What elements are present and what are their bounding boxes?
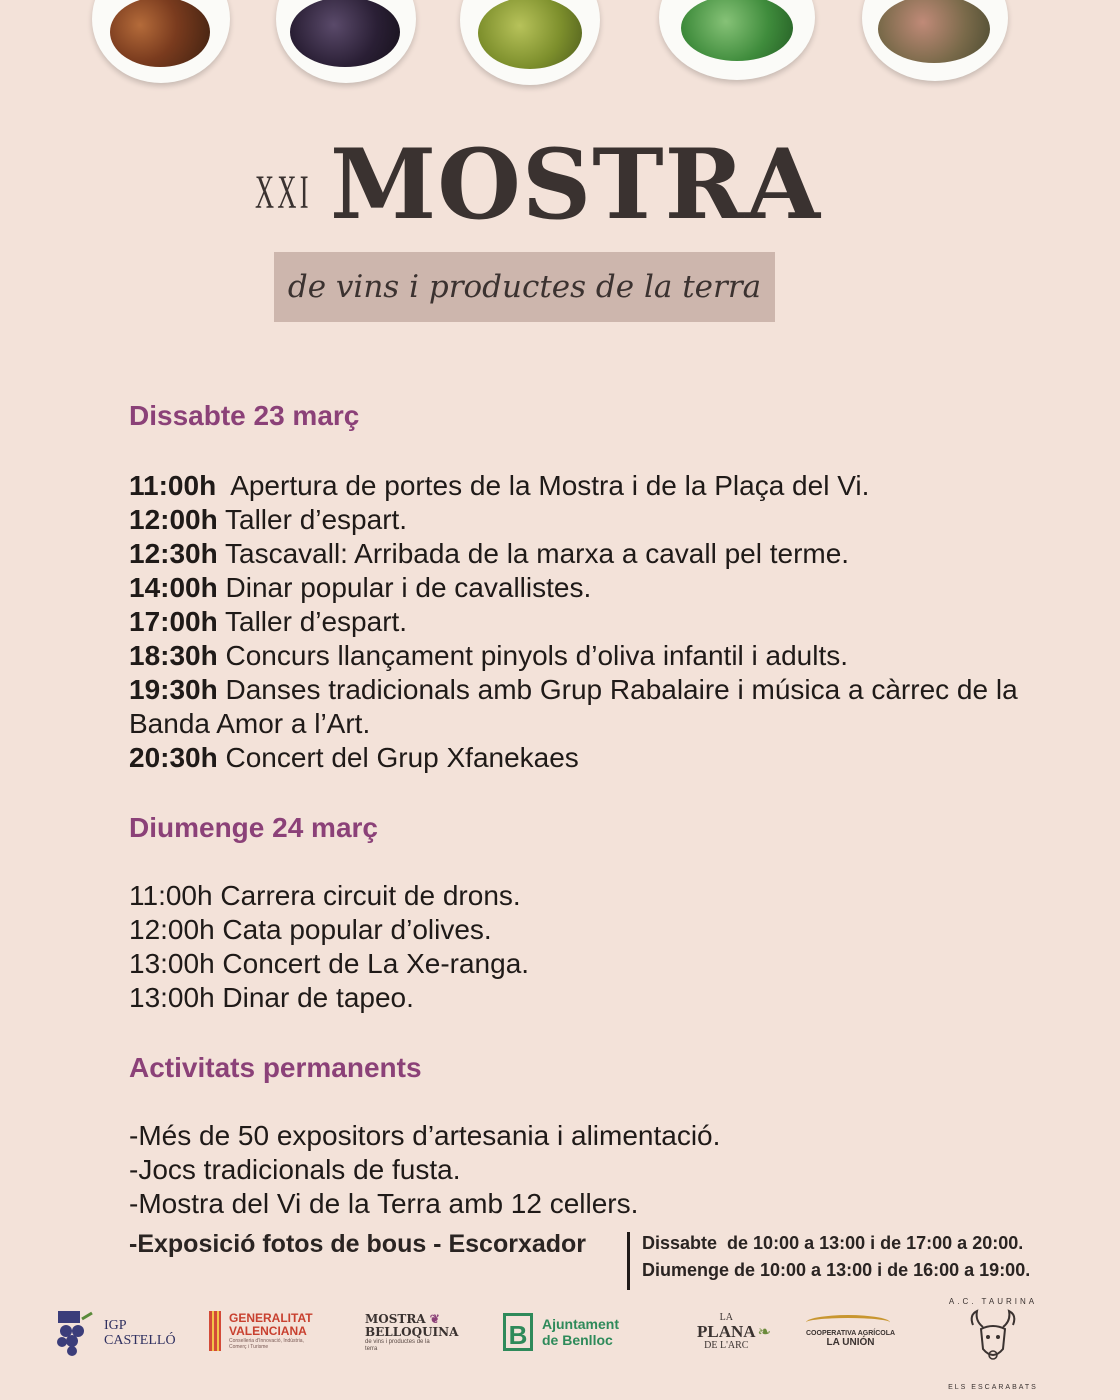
divider: [627, 1232, 630, 1290]
schedule-item: 13:00h Dinar de tapeo.: [129, 982, 414, 1013]
sunday-heading: Diumenge 24 març: [129, 812, 378, 843]
sunday-schedule: [129, 879, 529, 1015]
grape-icon: ❦: [425, 1312, 440, 1326]
schedule-item: 13:00h Concert de La Xe-ranga.: [129, 948, 530, 979]
olive-plate-black: [276, 0, 416, 83]
schedule-item: 14:00h Dinar popular i de cavallistes.: [129, 572, 592, 603]
event-title: [250, 128, 821, 241]
schedule-item: 18:30h Concurs llançament pinyols d’oliva infantil i adults.: [129, 640, 849, 671]
bull-head-icon: [945, 1297, 1041, 1393]
schedule-item: 20:30h Concert del Grup Xfanekaes: [129, 742, 579, 773]
olive-plate-green: [659, 0, 815, 80]
grape-cluster-icon: [52, 1309, 98, 1357]
opening-hours: [642, 1230, 1030, 1284]
schedule-item: 12:00h Taller d’espart.: [129, 504, 408, 535]
olive-plate-brown: [92, 0, 230, 83]
saturday-heading: Dissabte 23 març: [129, 400, 360, 431]
olive-plate-mixed: [862, 0, 1008, 81]
exhibition-item: -Exposició fotos de bous - Escorxador: [129, 1230, 587, 1258]
logo-taurina-escarabats: A.C. TAURINA ELS ESCARABATS: [945, 1297, 1041, 1393]
saturday-schedule: [129, 469, 1049, 775]
logo-mostra-belloquina: MOSTRA ❦ BELLOQUINA de vins i productes de la terra: [365, 1312, 459, 1352]
olive-plate-light-green: [460, 0, 600, 85]
edition-number: XXI: [255, 166, 312, 219]
subtitle-banner: [274, 252, 775, 322]
list-item: -Mostra del Vi de la Terra amb 12 cellers.: [129, 1188, 639, 1219]
sponsor-logos: [0, 1295, 1120, 1400]
schedule-item: 12:00h Cata popular d’olives.: [129, 914, 492, 945]
list-item: -Més de 50 expositors d’artesania i alimentació.: [129, 1120, 721, 1151]
logo-generalitat: GENERALITAT VALENCIANA Conselleria d'Innovació, Indústria, Comerç i Turisme: [207, 1309, 313, 1353]
schedule-item: 17:00h Taller d’espart.: [129, 606, 408, 637]
logo-plana-arc: LA PLANA DE L'ARC ❧: [697, 1312, 771, 1351]
wheat-arc-icon: [806, 1315, 890, 1330]
list-item: -Jocs tradicionals de fusta.: [129, 1154, 461, 1185]
schedule-item: 11:00h Carrera circuit de drons.: [129, 880, 521, 911]
permanent-heading: Activitats permanents: [129, 1052, 422, 1083]
subtitle-text: de vins i productes de la terra: [287, 269, 762, 305]
title-text: MOSTRA: [330, 128, 821, 241]
hours-saturday: Dissabte de 10:00 a 13:00 i de 17:00 a 20:00.: [642, 1233, 1024, 1253]
schedule-item: 11:00h Apertura de portes de la Mostra i de la Plaça del Vi.: [129, 470, 870, 501]
schedule-item: 19:30h Danses tradicionals amb Grup Rabalaire i música a càrrec de la Banda Amor a l’Art.: [129, 674, 1018, 739]
logo-igp-castello: IGP CASTELLÓ: [52, 1309, 176, 1357]
coat-of-arms-icon: [207, 1309, 223, 1353]
olive-branch-icon: ❧: [757, 1324, 771, 1341]
benlloc-b-icon: B: [503, 1313, 533, 1351]
permanent-list: [129, 1119, 720, 1221]
logo-cooperativa-la-union: COOPERATIVA AGRÍCOLA LA UNIÓN: [806, 1315, 895, 1348]
schedule-item: 12:30h Tascavall: Arribada de la marxa a cavall pel terme.: [129, 538, 850, 569]
hours-sunday: Diumenge de 10:00 a 13:00 i de 16:00 a 19:00.: [642, 1260, 1031, 1280]
olive-plates-illustration: [0, 0, 1120, 95]
logo-ajuntament-benlloc: B Ajuntament de Benlloc: [503, 1313, 619, 1351]
